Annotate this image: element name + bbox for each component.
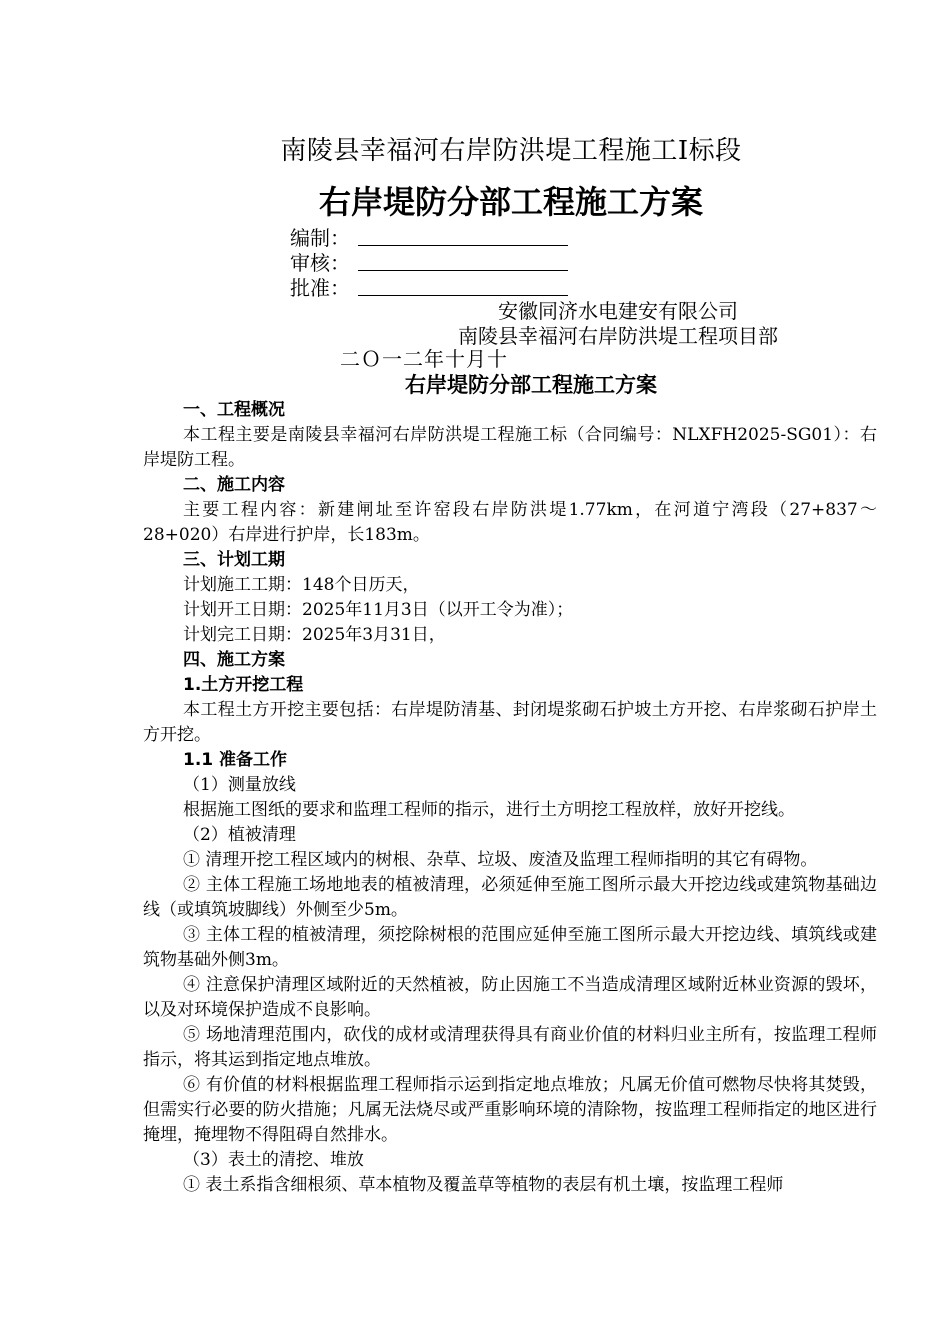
- section-heading: 四、施工方案: [183, 650, 285, 670]
- body-paragraph: ⑥ 有价值的材料根据监理工程师指示运到指定地点堆放；凡属无价值可燃物尽快将其焚毁，但需实行必要的防火措施；凡属无法烧尽或严重影响环境的清除物，按监理工程师指定的地区进行掩埋，掩埋物不得阻碍自然排水。: [143, 1075, 877, 1145]
- body-paragraph: ④ 注意保护清理区域附近的天然植被，防止因施工不当造成清理区域附近林业资源的毁坏，以及对环境保护造成不良影响。: [143, 975, 877, 1020]
- sign-label-compile: 编制：: [290, 226, 350, 250]
- signature-line-review: [358, 270, 568, 271]
- body-paragraph: 计划开工日期：2025年11月3日（以开工令为准）；: [183, 600, 574, 620]
- body-paragraph: ⑤ 场地清理范围内，砍伐的成材或清理获得具有商业价值的材料归业主所有，按监理工程师指示，将其运到指定地点堆放。: [143, 1025, 877, 1070]
- sign-label-approve: 批准：: [290, 276, 350, 300]
- signature-line-compile: [358, 245, 568, 246]
- sign-row-approve: [290, 275, 356, 301]
- body-paragraph: 计划施工工期：148个日历天，: [183, 575, 420, 595]
- sign-label-review: 审核：: [290, 251, 350, 275]
- cover-subtitle: 南陵县幸福河右岸防洪堤工程施工Ⅰ标段: [280, 136, 742, 166]
- section-heading: 1.土方开挖工程: [183, 675, 304, 695]
- section-heading: 二、施工内容: [183, 475, 285, 495]
- section-heading: 一、工程概况: [183, 400, 285, 420]
- body-paragraph: 本工程土方开挖主要包括：右岸堤防清基、封闭堤浆砌石护坡土方开挖、右岸浆砌石护岸土方开挖。: [143, 700, 877, 745]
- document-title: 右岸堤防分部工程施工方案: [405, 373, 657, 397]
- document-body: [143, 398, 877, 1198]
- body-paragraph: 根据施工图纸的要求和监理工程师的指示，进行土方明挖工程放样，放好开挖线。: [183, 800, 795, 820]
- project-department: 南陵县幸福河右岸防洪堤工程项目部: [458, 324, 778, 348]
- body-paragraph: ② 主体工程施工场地地表的植被清理，必须延伸至施工图所示最大开挖边线或建筑物基础边线（或填筑坡脚线）外侧至少5m。: [143, 875, 877, 920]
- body-paragraph: 本工程主要是南陵县幸福河右岸防洪堤工程施工标（合同编号：NLXFH2025-SG01）：右岸堤防工程。: [143, 425, 877, 470]
- sign-row-review: [290, 250, 356, 276]
- company-name: 安徽同济水电建安有限公司: [498, 299, 738, 323]
- body-paragraph: （2）植被清理: [183, 825, 296, 845]
- body-paragraph: ① 清理开挖工程区域内的树根、杂草、垃圾、废渣及监理工程师指明的其它有碍物。: [183, 850, 818, 870]
- cover-title: 右岸堤防分部工程施工方案: [318, 183, 703, 221]
- body-paragraph: （3）表土的清挖、堆放: [183, 1150, 364, 1170]
- body-paragraph: 计划完工日期：2025年3月31日，: [183, 625, 446, 645]
- body-paragraph: （1）测量放线: [183, 775, 296, 795]
- sign-row-compile: [290, 225, 356, 251]
- body-paragraph: 主要工程内容：新建闸址至许窑段右岸防洪堤1.77km，在河道宁湾段（27+837～28+020）右岸进行护岸，长183m。: [143, 500, 877, 545]
- section-heading: 三、计划工期: [183, 550, 285, 570]
- section-heading: 1.1 准备工作: [183, 750, 288, 770]
- signature-line-approve: [358, 295, 568, 296]
- body-paragraph: ① 表土系指含细根须、草本植物及覆盖草等植物的表层有机土壤，按监理工程师: [183, 1175, 784, 1195]
- body-paragraph: ③ 主体工程的植被清理，须挖除树根的范围应延伸至施工图所示最大开挖边线、填筑线或建筑物基础外侧3m。: [143, 925, 877, 970]
- cover-date: 二Ｏ一二年十月十: [340, 347, 508, 371]
